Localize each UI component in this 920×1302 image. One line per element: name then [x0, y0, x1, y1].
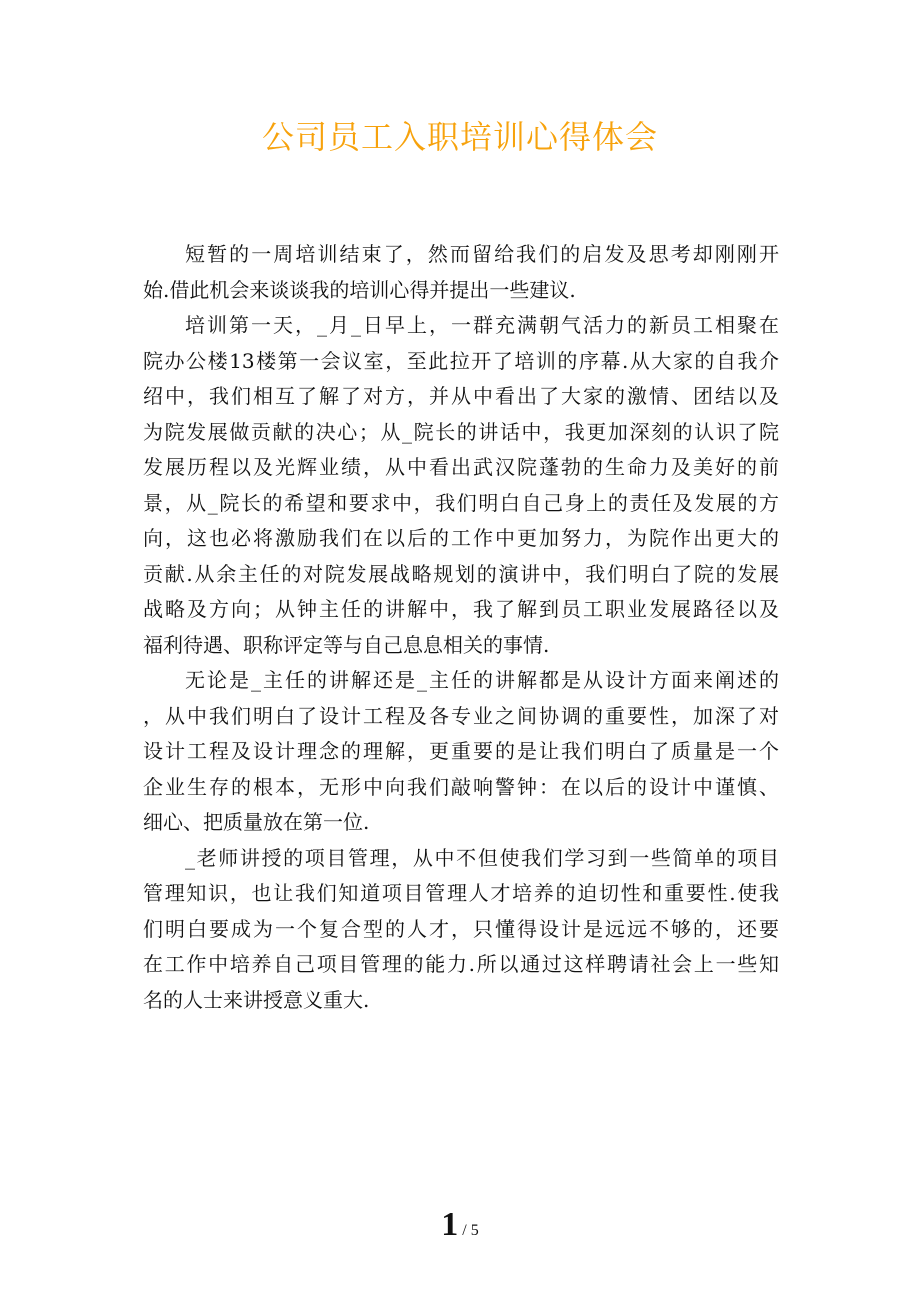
text-line: 战略及方向；从钟主任的讲解中，我了解到员工职业发展路径以及 [143, 597, 779, 621]
text-line: 们明白要成为一个复合型的人才，只懂得设计是远远不够的，还要 [143, 916, 779, 941]
total-pages: / 5 [462, 1222, 479, 1239]
text-line: 培训第一天，_月_日早上，一群充满朝气活力的新员工相聚在 [185, 313, 779, 337]
text-line: 发展历程以及光辉业绩，从中看出武汉院蓬勃的生命力及美好的前 [143, 455, 779, 479]
text-line: 为院发展做贡献的决心；从_院长的讲话中，我更加深刻的认识了院 [143, 419, 779, 444]
page-indicator [0, 1206, 920, 1244]
text-line: _老师讲授的项目管理，从中不但使我们学习到一些简单的项目 [185, 845, 779, 870]
text-line: 院办公楼13楼第一会议室，至此拉开了培训的序幕.从大家的自我介 [143, 348, 779, 373]
current-page: 1 [441, 1206, 459, 1243]
text-line: 细心、把质量放在第一位. [143, 810, 370, 834]
text-line: 福利待遇、职称评定等与自己息息相关的事情. [143, 632, 550, 657]
document-body [143, 237, 779, 1018]
text-line: 景，从_院长的希望和要求中，我们明白自己身上的责任及发展的方 [143, 490, 779, 515]
text-line: 管理知识，也让我们知道项目管理人才培养的迫切性和重要性.使我 [143, 881, 779, 905]
text-line: 向，这也必将激励我们在以后的工作中更加努力，为院作出更大的 [143, 526, 779, 550]
text-line: 绍中，我们相互了解了对方，并从中看出了大家的激情、团结以及 [143, 384, 779, 408]
text-line: ，从中我们明白了设计工程及各专业之间协调的重要性，加深了对 [143, 703, 779, 728]
text-line: 名的人士来讲授意义重大. [143, 987, 370, 1012]
text-line: 无论是_主任的讲解还是_主任的讲解都是从设计方面来阐述的 [185, 668, 779, 692]
text-line: 企业生存的根本，无形中向我们敲响警钟：在以后的设计中谨慎、 [143, 774, 779, 799]
text-line: 贡献.从余主任的对院发展战略规划的演讲中，我们明白了院的发展 [143, 561, 779, 586]
text-line: 在工作中培养自己项目管理的能力.所以通过这样聘请社会上一些知 [143, 952, 779, 976]
text-line: 设计工程及设计理念的理解，更重要的是让我们明白了质量是一个 [143, 739, 779, 763]
text-line: 始.借此机会来谈谈我的培训心得并提出一些建议. [143, 277, 576, 302]
text-line: 短暂的一周培训结束了，然而留给我们的启发及思考却刚刚开 [185, 242, 779, 266]
document-title: 公司员工入职培训心得体会 [261, 118, 658, 156]
